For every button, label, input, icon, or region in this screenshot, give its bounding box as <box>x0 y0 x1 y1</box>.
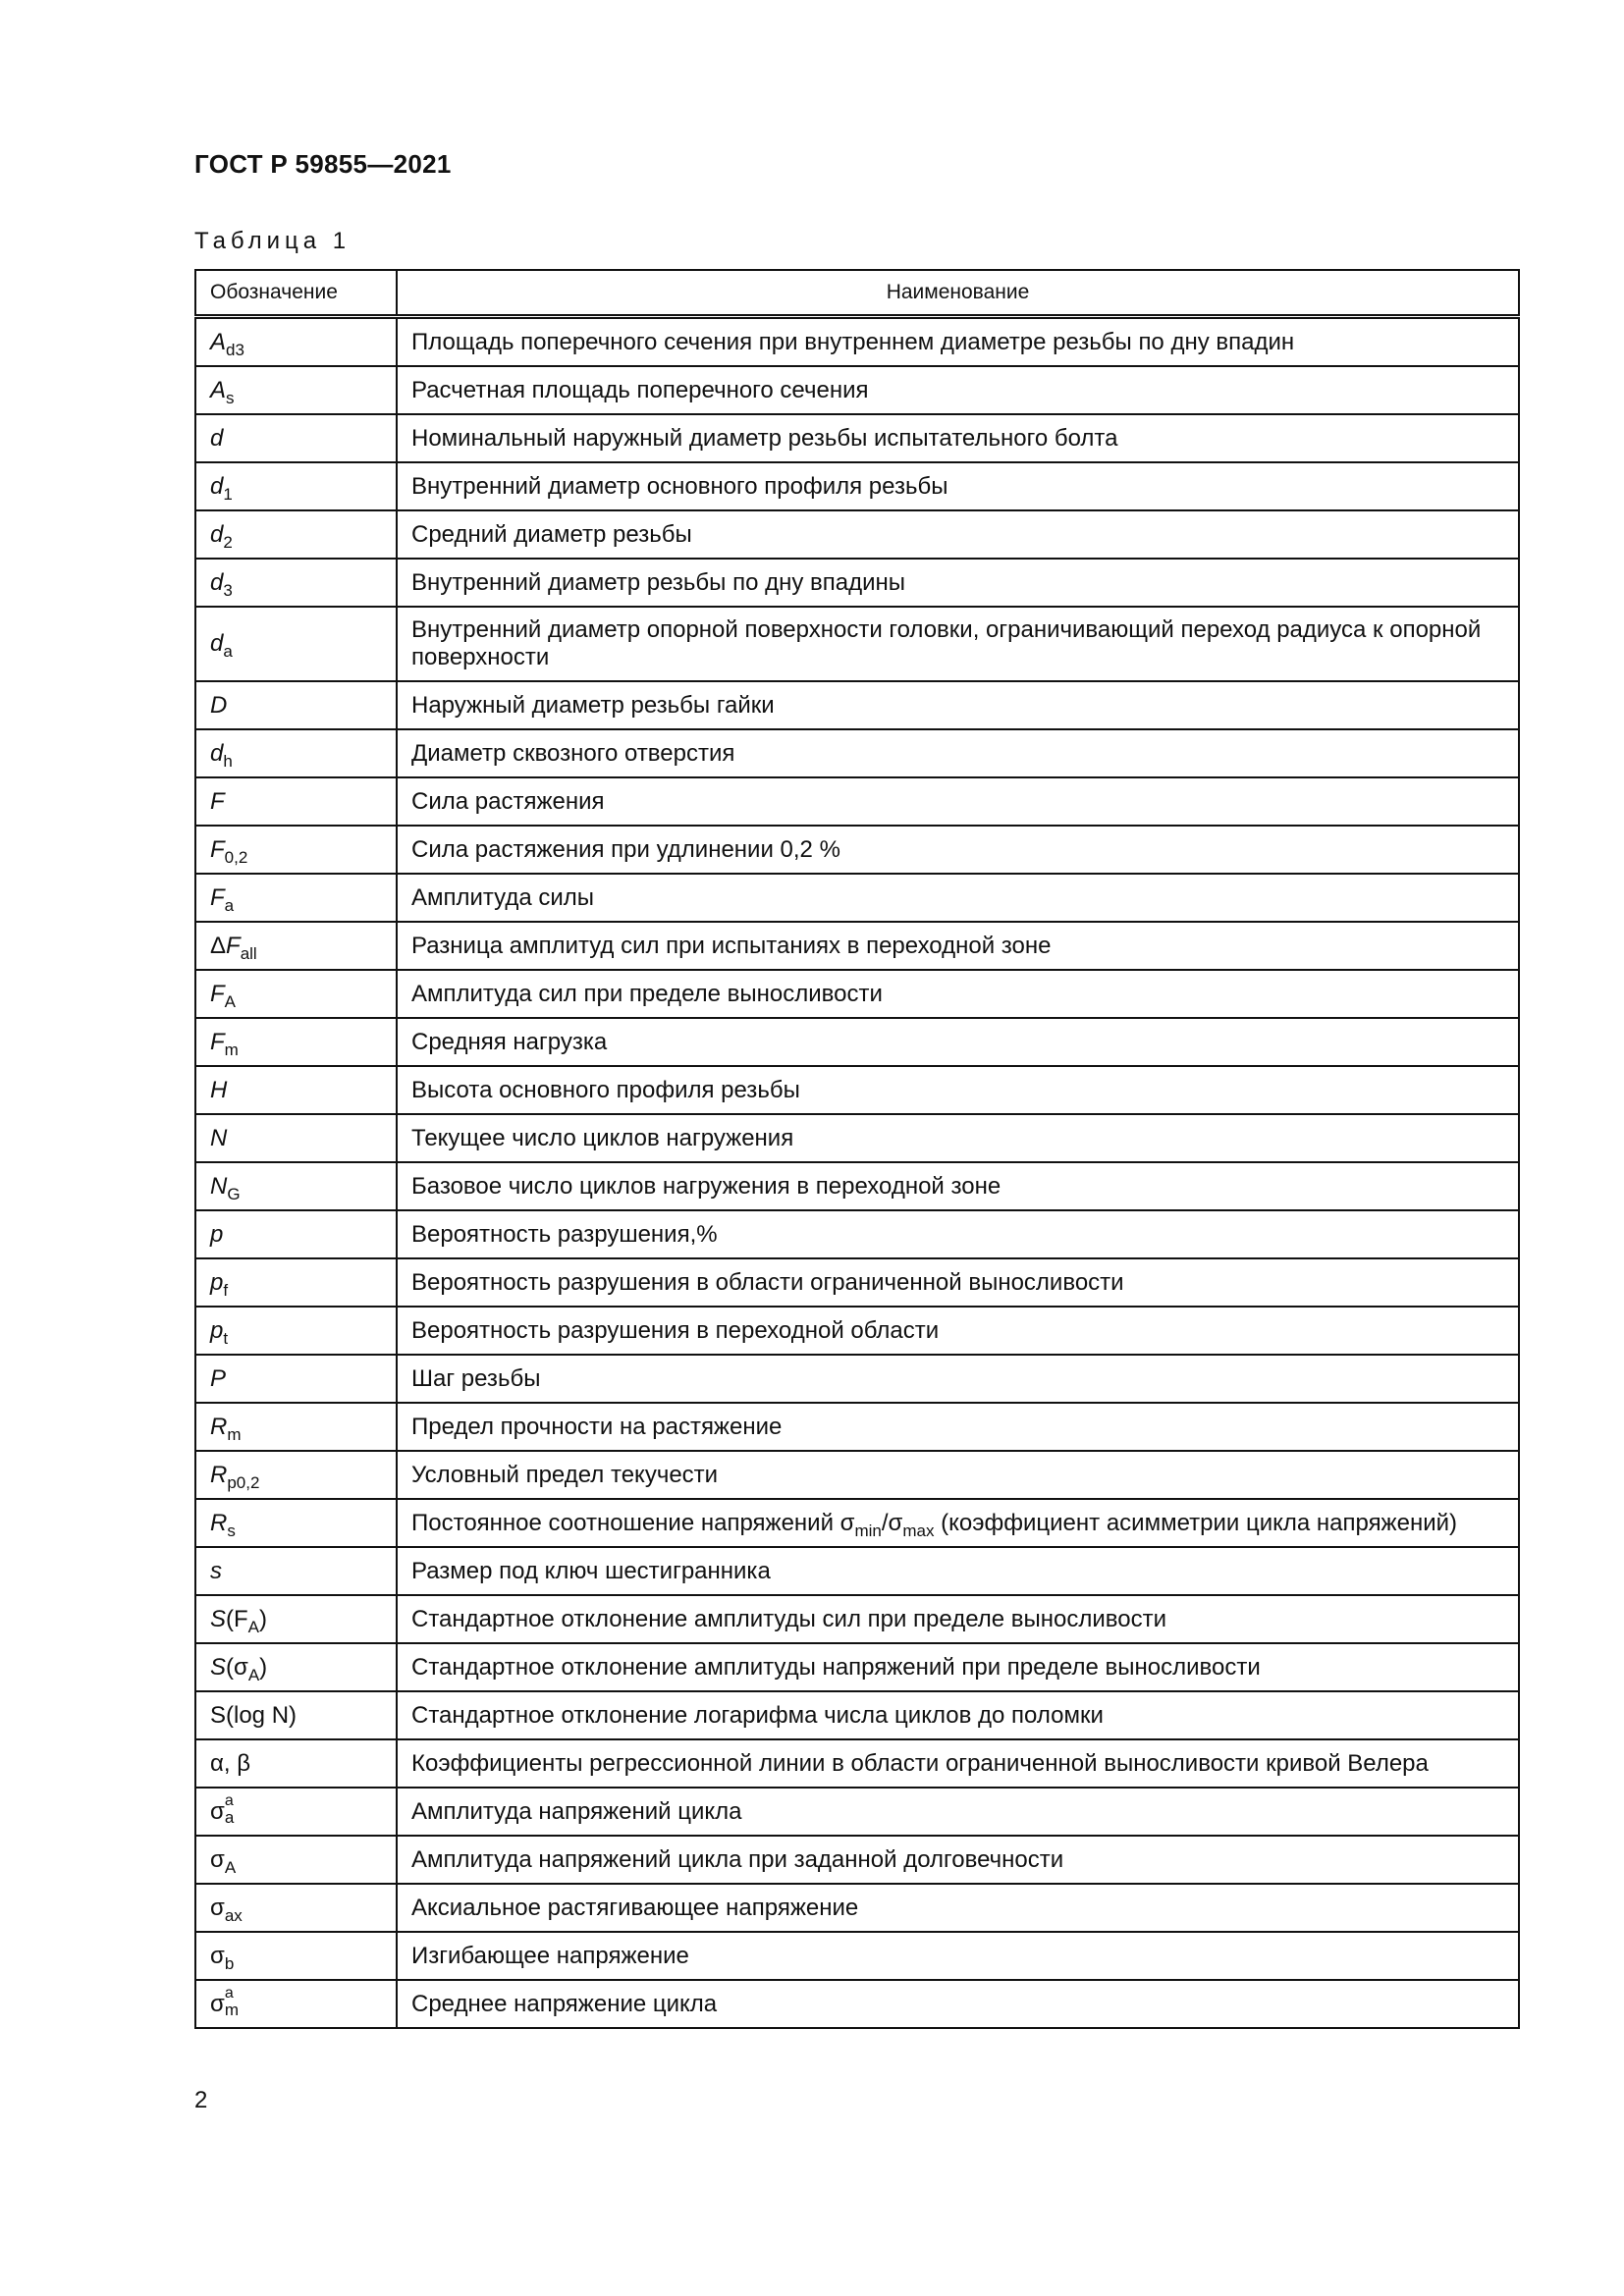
symbol-subscript: m <box>224 1040 239 1059</box>
name-cell: Коэффициенты регрессионной линии в области ограниченной выносливости кривой Велера <box>397 1739 1519 1788</box>
name-cell: Сила растяжения <box>397 777 1519 826</box>
symbol-plain: α, β <box>210 1749 251 1777</box>
symbol-cell <box>195 559 397 607</box>
symbol-cell <box>195 510 397 559</box>
table-row <box>195 1307 1519 1355</box>
name-cell: Стандартное отклонение амплитуды сил при пределе выносливости <box>397 1595 1519 1643</box>
symbol-cell <box>195 1210 397 1258</box>
symbol-plain: σ <box>210 1894 225 1921</box>
name-cell: Стандартное отклонение логарифма числа циклов до поломки <box>397 1691 1519 1739</box>
symbol-subscript: m <box>224 2001 239 2020</box>
symbol-paren-open: (F <box>226 1605 248 1632</box>
table-row <box>195 1403 1519 1451</box>
name-text: Постоянное соотношение напряжений σ <box>411 1509 855 1536</box>
symbol-cell <box>195 462 397 510</box>
table-row <box>195 510 1519 559</box>
symbol-cell <box>195 1691 397 1739</box>
symbol-main: F <box>210 835 225 863</box>
symbol-main: F <box>210 1028 225 1055</box>
document-header: ГОСТ Р 59855—2021 <box>194 149 452 179</box>
symbol-plain: σ <box>210 1797 225 1825</box>
symbol-cell <box>195 1162 397 1210</box>
name-cell: Амплитуда напряжений цикла при заданной долговечности <box>397 1836 1519 1884</box>
symbol-cell <box>195 1018 397 1066</box>
symbol-cell <box>195 874 397 922</box>
symbol-main: D <box>210 691 228 719</box>
symbol-subscript: a <box>223 642 233 661</box>
name-cell: Высота основного профиля резьбы <box>397 1066 1519 1114</box>
symbol-subscript: t <box>223 1328 229 1348</box>
page-number: 2 <box>194 2087 208 2113</box>
table-row <box>195 826 1519 874</box>
table-row <box>195 777 1519 826</box>
table-row <box>195 1018 1519 1066</box>
column-header-name: Наименование <box>397 270 1519 317</box>
symbol-cell <box>195 1884 397 1932</box>
symbol-subscript: a <box>224 895 235 915</box>
name-cell: Шаг резьбы <box>397 1355 1519 1403</box>
symbol-subscript: b <box>224 1953 235 1973</box>
symbols-table <box>194 269 1520 2029</box>
symbol-main: d <box>210 472 224 500</box>
table-row <box>195 681 1519 729</box>
symbol-main: p <box>210 1268 224 1296</box>
symbol-subsup <box>224 1792 239 1828</box>
symbol-subscript: m <box>227 1424 242 1444</box>
symbol-subsup <box>224 1985 239 2020</box>
symbol-plain: σ <box>210 1845 225 1873</box>
name-cell: Площадь поперечного сечения при внутреннем диаметре резьбы по дну впадин <box>397 317 1519 367</box>
name-cell: Амплитуда сил при пределе выносливости <box>397 970 1519 1018</box>
table-row <box>195 970 1519 1018</box>
symbol-subscript: a <box>224 1808 235 1828</box>
name-cell: Условный предел текучести <box>397 1451 1519 1499</box>
name-cell <box>397 1499 1519 1547</box>
symbol-cell <box>195 1258 397 1307</box>
symbol-cell <box>195 1307 397 1355</box>
symbol-main: R <box>210 1509 228 1536</box>
table-row <box>195 1643 1519 1691</box>
symbol-cell <box>195 1066 397 1114</box>
name-cell: Внутренний диаметр опорной поверхности головки, ограничивающий переход радиуса к опорной поверхности <box>397 607 1519 681</box>
symbol-main: S <box>210 1653 227 1681</box>
symbol-main: d <box>210 739 224 767</box>
symbol-main: S <box>210 1605 227 1632</box>
name-cell: Средняя нагрузка <box>397 1018 1519 1066</box>
symbol-cell <box>195 1980 397 2028</box>
symbol-main: F <box>210 980 225 1007</box>
table-row <box>195 729 1519 777</box>
symbol-paren-close: ) <box>259 1653 268 1681</box>
name-cell: Внутренний диаметр резьбы по дну впадины <box>397 559 1519 607</box>
table-row <box>195 1499 1519 1547</box>
table-row <box>195 462 1519 510</box>
table-row <box>195 1355 1519 1403</box>
symbol-main: d <box>210 520 224 548</box>
table-row <box>195 1980 1519 2028</box>
symbol-main: d <box>210 568 224 596</box>
name-cell: Сила растяжения при удлинении 0,2 % <box>397 826 1519 874</box>
table-row <box>195 1210 1519 1258</box>
name-cell: Аксиальное растягивающее напряжение <box>397 1884 1519 1932</box>
name-text: (коэффициент асимметрии цикла напряжений) <box>934 1509 1458 1536</box>
symbol-cell <box>195 1595 397 1643</box>
symbol-main: d <box>210 424 224 452</box>
symbol-subscript: 0,2 <box>224 847 248 867</box>
symbol-cell <box>195 1836 397 1884</box>
symbol-cell <box>195 826 397 874</box>
symbol-cell <box>195 1547 397 1595</box>
symbol-cell <box>195 1739 397 1788</box>
symbol-subscript: A <box>224 1857 237 1877</box>
symbol-subscript: 3 <box>223 580 233 600</box>
table-row <box>195 1114 1519 1162</box>
name-cell: Текущее число циклов нагружения <box>397 1114 1519 1162</box>
symbol-cell <box>195 1788 397 1836</box>
symbol-plain: S(log N) <box>210 1701 298 1729</box>
symbol-main: p <box>210 1220 224 1248</box>
symbol-superscript: a <box>224 1792 234 1810</box>
name-cell: Стандартное отклонение амплитуды напряжений при пределе выносливости <box>397 1643 1519 1691</box>
symbol-main: F <box>210 787 225 815</box>
symbol-main: A <box>210 376 227 403</box>
table-row <box>195 1162 1519 1210</box>
table-row <box>195 1547 1519 1595</box>
symbol-main: P <box>210 1364 227 1392</box>
name-cell: Диаметр сквозного отверстия <box>397 729 1519 777</box>
table-header-row <box>195 270 1519 317</box>
table-row <box>195 1691 1519 1739</box>
symbol-main: N <box>210 1172 228 1200</box>
symbol-main: p <box>210 1316 224 1344</box>
symbol-subscript: s <box>226 388 235 407</box>
symbol-subscript: A <box>247 1617 260 1636</box>
symbol-subscript: 2 <box>223 532 233 552</box>
symbol-subscript: G <box>227 1184 241 1203</box>
symbol-main: s <box>210 1557 222 1584</box>
name-subscript: min <box>854 1521 882 1540</box>
symbol-plain: σ <box>210 1990 225 2017</box>
table-row <box>195 1066 1519 1114</box>
table-caption: Таблица 1 <box>194 228 352 254</box>
symbol-main: R <box>210 1413 228 1440</box>
symbol-subscript: f <box>223 1280 229 1300</box>
symbol-subscript: d3 <box>226 340 244 359</box>
symbol-main: H <box>210 1076 228 1103</box>
symbol-main: F <box>226 932 241 959</box>
table-row <box>195 317 1519 367</box>
symbol-main: d <box>210 630 224 657</box>
symbol-paren-open: (σ <box>226 1653 248 1681</box>
name-text: /σ <box>881 1509 903 1536</box>
symbol-main: R <box>210 1461 228 1488</box>
name-cell: Базовое число циклов нагружения в переходной зоне <box>397 1162 1519 1210</box>
name-cell: Изгибающее напряжение <box>397 1932 1519 1980</box>
symbol-cell <box>195 922 397 970</box>
symbol-cell <box>195 1355 397 1403</box>
table-row <box>195 1788 1519 1836</box>
symbol-cell <box>195 970 397 1018</box>
symbol-subscript: p0,2 <box>227 1472 260 1492</box>
name-cell: Средний диаметр резьбы <box>397 510 1519 559</box>
name-cell: Вероятность разрушения,% <box>397 1210 1519 1258</box>
symbol-subscript: s <box>227 1521 236 1540</box>
symbol-subscript: all <box>240 943 257 963</box>
symbol-cell <box>195 1451 397 1499</box>
table-row <box>195 922 1519 970</box>
symbol-prefix: Δ <box>210 932 227 959</box>
symbol-cell <box>195 681 397 729</box>
symbol-subscript: 1 <box>223 484 233 504</box>
table-row <box>195 874 1519 922</box>
table-row <box>195 1739 1519 1788</box>
name-subscript: max <box>902 1521 935 1540</box>
table-row <box>195 607 1519 681</box>
symbol-superscript: a <box>224 1985 234 2002</box>
table-row <box>195 1836 1519 1884</box>
symbol-main: F <box>210 883 225 911</box>
table-row <box>195 1932 1519 1980</box>
symbol-cell <box>195 1932 397 1980</box>
name-cell: Внутренний диаметр основного профиля резьбы <box>397 462 1519 510</box>
symbol-cell <box>195 1643 397 1691</box>
symbol-main: N <box>210 1124 228 1151</box>
symbol-cell <box>195 1499 397 1547</box>
table-row <box>195 1258 1519 1307</box>
name-cell: Размер под ключ шестигранника <box>397 1547 1519 1595</box>
table-row <box>195 1884 1519 1932</box>
name-cell: Амплитуда силы <box>397 874 1519 922</box>
symbol-main: A <box>210 328 227 355</box>
symbol-plain: σ <box>210 1942 225 1969</box>
symbol-cell <box>195 414 397 462</box>
name-cell: Вероятность разрушения в переходной области <box>397 1307 1519 1355</box>
symbol-paren-close: ) <box>259 1605 268 1632</box>
name-cell: Наружный диаметр резьбы гайки <box>397 681 1519 729</box>
name-cell: Расчетная площадь поперечного сечения <box>397 366 1519 414</box>
table-row <box>195 1595 1519 1643</box>
table-row <box>195 366 1519 414</box>
symbol-cell <box>195 607 397 681</box>
name-cell: Среднее напряжение цикла <box>397 1980 1519 2028</box>
symbol-subscript: A <box>247 1665 260 1684</box>
name-cell: Предел прочности на растяжение <box>397 1403 1519 1451</box>
name-cell: Разница амплитуд сил при испытаниях в переходной зоне <box>397 922 1519 970</box>
symbol-cell <box>195 317 397 367</box>
symbol-cell <box>195 729 397 777</box>
table-row <box>195 559 1519 607</box>
symbol-subscript: ax <box>224 1905 243 1925</box>
symbol-cell <box>195 366 397 414</box>
name-cell: Амплитуда напряжений цикла <box>397 1788 1519 1836</box>
symbol-cell <box>195 777 397 826</box>
column-header-symbol: Обозначение <box>195 270 397 317</box>
symbol-subscript: A <box>224 991 237 1011</box>
name-cell: Номинальный наружный диаметр резьбы испытательного болта <box>397 414 1519 462</box>
name-cell: Вероятность разрушения в области ограниченной выносливости <box>397 1258 1519 1307</box>
symbol-subscript: h <box>223 751 233 771</box>
table-row <box>195 1451 1519 1499</box>
symbol-cell <box>195 1114 397 1162</box>
table-row <box>195 414 1519 462</box>
symbol-cell <box>195 1403 397 1451</box>
